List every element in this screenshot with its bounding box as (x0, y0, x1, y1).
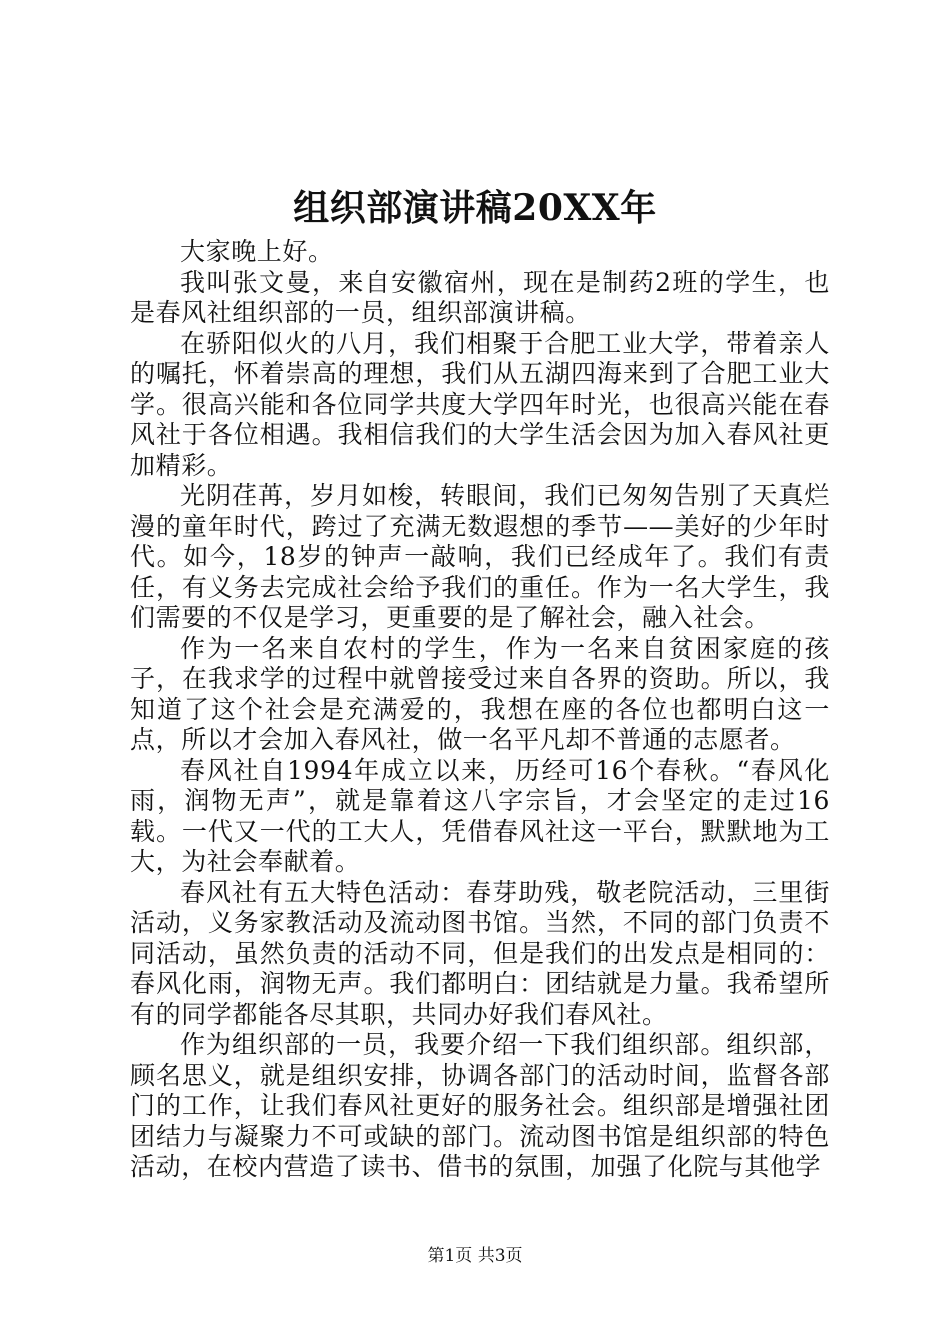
paragraph: 作为组织部的一员，我要介绍一下我们组织部。组织部，顾名思义，就是组织安排，协调各部门的活动时间，监督各部门的工作，让我们春风社更好的服务社会。组织部是增强社团团结力与凝聚力不可或缺的部门。流动图书馆是组织部的特色活动，在校内营造了读书、借书的氛围，加强了化院与其他学 (130, 1030, 830, 1181)
paragraph: 大家晚上好。 (180, 237, 334, 266)
paragraph: 春风社自1994年成立以来，历经可16个春秋。“春风化雨，润物无声”，就是靠着这八字宗旨，才会坚定的走过16载。一代又一代的工大人，凭借春风社这一平台，默默地为工大，为社会奉献着。 (130, 755, 830, 876)
paragraph: 作为一名来自农村的学生，作为一名来自贫困家庭的孩子，在我求学的过程中就曾接受过来自各界的资助。所以，我知道了这个社会是充满爱的，我想在座的各位也都明白这一点，所以才会加入春风社，做一名平凡却不普通的志愿者。 (130, 633, 830, 754)
document-title: 组织部演讲稿20XX年 (293, 187, 657, 229)
page-footer: 第1页 共3页 (427, 1246, 523, 1266)
paragraph: 在骄阳似火的八月，我们相聚于合肥工业大学，带着亲人的嘱托，怀着崇高的理想，我们从五湖四海来到了合肥工业大学。很高兴能和各位同学共度大学四年时光，也很高兴能在春风社于各位相遇。我相信我们的大学生活会因为加入春风社更加精彩。 (130, 328, 830, 480)
paragraph: 我叫张文曼，来自安徽宿州，现在是制药2班的学生，也是春风社组织部的一员，组织部演讲稿。 (130, 267, 830, 327)
document-body (130, 237, 830, 1183)
paragraph: 光阴荏苒，岁月如梭，转眼间，我们已匆匆告别了天真烂漫的童年时代，跨过了充满无数遐想的季节——美好的少年时代。如今，18岁的钟声一敲响，我们已经成年了。我们有责任，有义务去完成社会给予我们的重任。作为一名大学生，我们需要的不仅是学习，更重要的是了解社会，融入社会。 (130, 481, 830, 632)
paragraph: 春风社有五大特色活动：春芽助残，敬老院活动，三里街活动，义务家教活动及流动图书馆。当然，不同的部门负责不同活动，虽然负责的活动不同，但是我们的出发点是相同的：春风化雨，润物无声。我们都明白：团结就是力量。我希望所有的同学都能各尽其职，共同办好我们春风社。 (130, 877, 830, 1029)
